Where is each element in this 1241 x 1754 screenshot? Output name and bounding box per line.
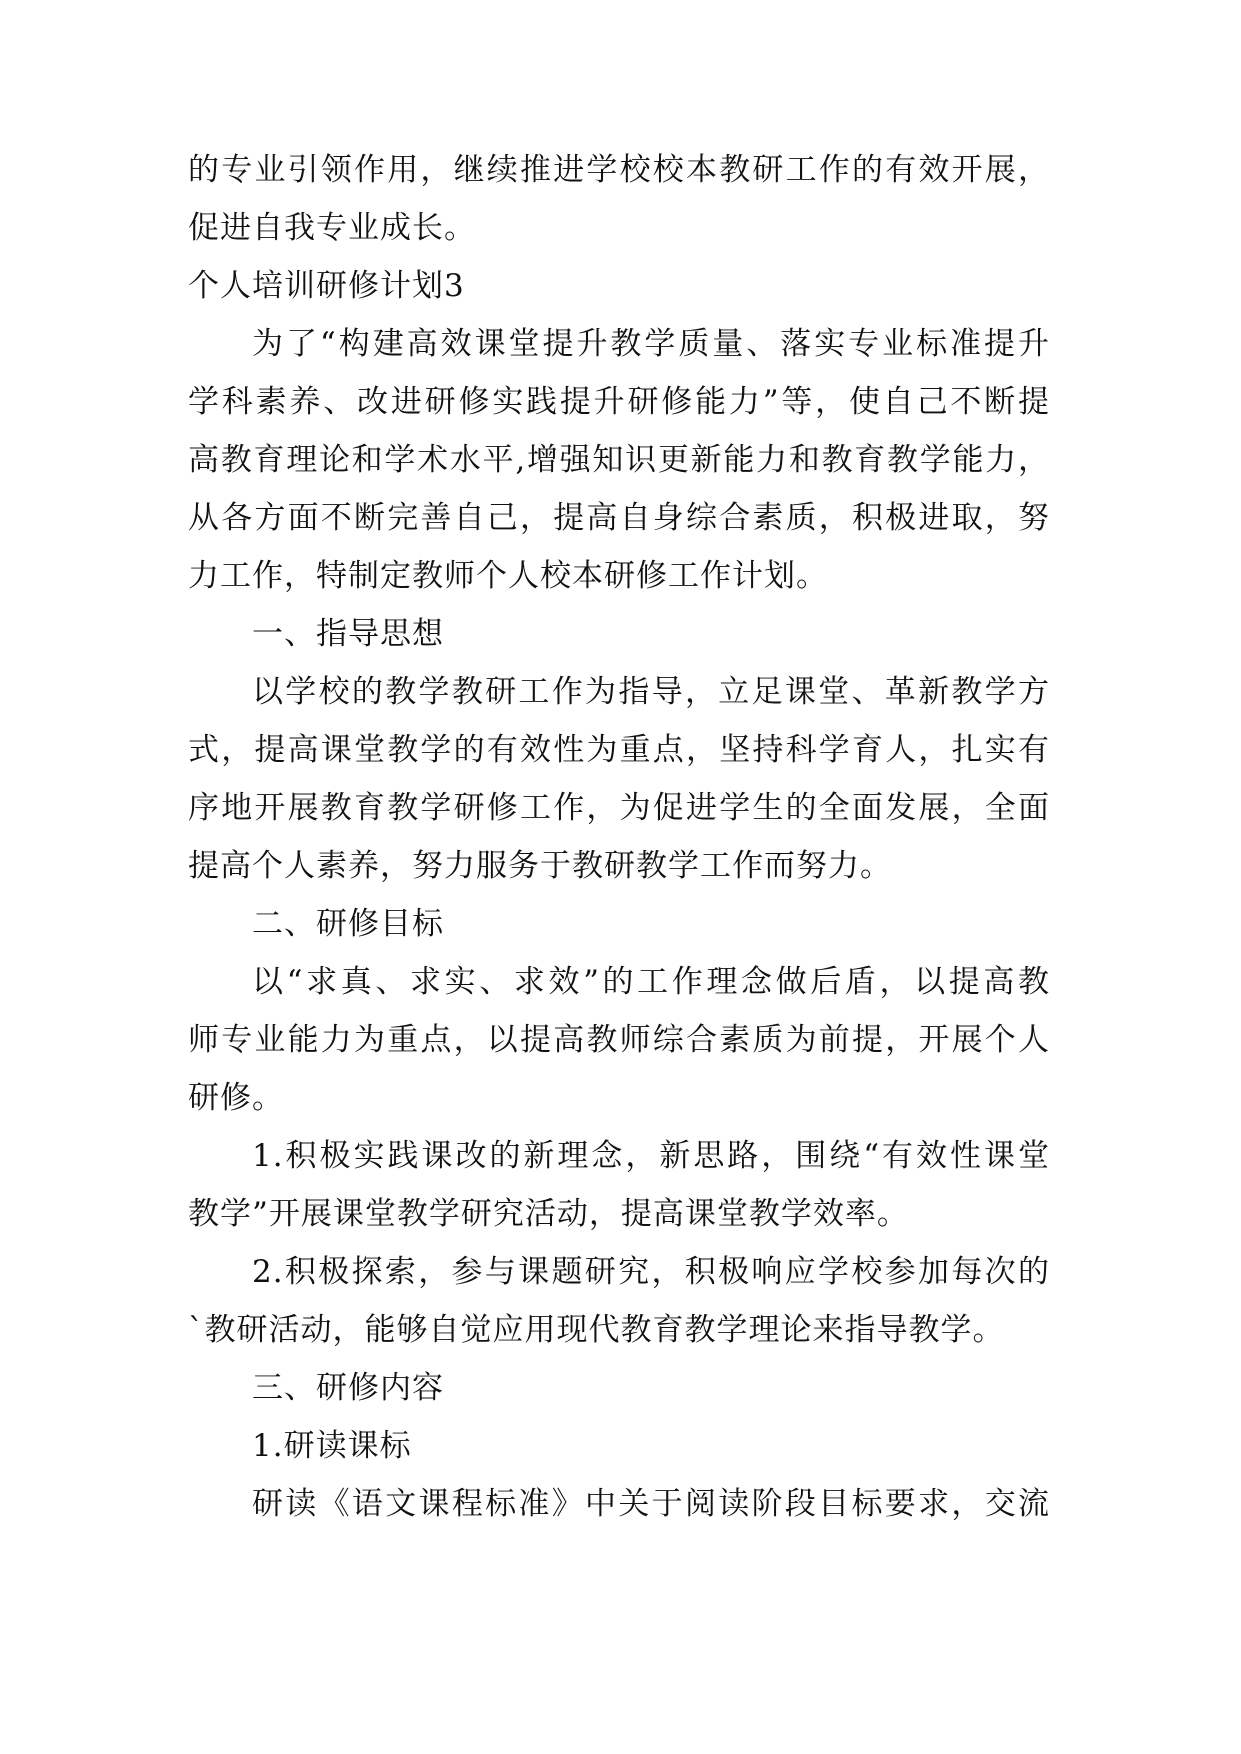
paragraph-line: 学科素养、改进研修实践提升研修能力”等，使自己不断提 xyxy=(188,384,1050,420)
paragraph-line: 以“求真、求实、求效”的工作理念做后盾，以提高教 xyxy=(252,964,1050,1000)
paragraph-line: 从各方面不断完善自己，提高自身综合素质，积极进取，努 xyxy=(188,500,1050,536)
paragraph-line: 促进自我专业成长。 xyxy=(188,210,476,246)
heading: 二、研修目标 xyxy=(252,906,444,942)
paragraph-line: 提高个人素养，努力服务于教研教学工作而努力。 xyxy=(188,848,892,884)
paragraph-line: 式，提高课堂教学的有效性为重点，坚持科学育人，扎实有 xyxy=(188,732,1050,768)
paragraph-line: 研读《语文课程标准》中关于阅读阶段目标要求，交流 xyxy=(252,1486,1050,1522)
subheading: 1.研读课标 xyxy=(252,1428,412,1464)
paragraph-line: `教研活动，能够自觉应用现代教育教学理论来指导教学。 xyxy=(188,1312,1005,1348)
heading: 三、研修内容 xyxy=(252,1370,444,1406)
paragraph-line: 教学”开展课堂教学研究活动，提高课堂教学效率。 xyxy=(188,1196,909,1232)
paragraph-line: 师专业能力为重点，以提高教师综合素质为前提，开展个人 xyxy=(188,1022,1050,1058)
heading: 一、指导思想 xyxy=(252,616,444,652)
paragraph-line: 的专业引领作用，继续推进学校校本教研工作的有效开展， xyxy=(188,152,1050,188)
paragraph-line: 以学校的教学教研工作为指导，立足课堂、革新教学方 xyxy=(252,674,1050,710)
list-item: 2.积极探索，参与课题研究，积极响应学校参加每次的 xyxy=(252,1254,1050,1290)
paragraph-line: 序地开展教育教学研修工作，为促进学生的全面发展，全面 xyxy=(188,790,1050,826)
paragraph-line: 为了“构建高效课堂提升教学质量、落实专业标准提升 xyxy=(252,326,1050,362)
paragraph-line: 研修。 xyxy=(188,1080,284,1116)
paragraph-line: 力工作，特制定教师个人校本研修工作计划。 xyxy=(188,558,828,594)
list-item: 1.积极实践课改的新理念，新思路，围绕“有效性课堂 xyxy=(252,1138,1050,1174)
paragraph-line: 高教育理论和学术水平,增强知识更新能力和教育教学能力， xyxy=(188,442,1050,478)
section-title: 个人培训研修计划3 xyxy=(188,268,465,304)
